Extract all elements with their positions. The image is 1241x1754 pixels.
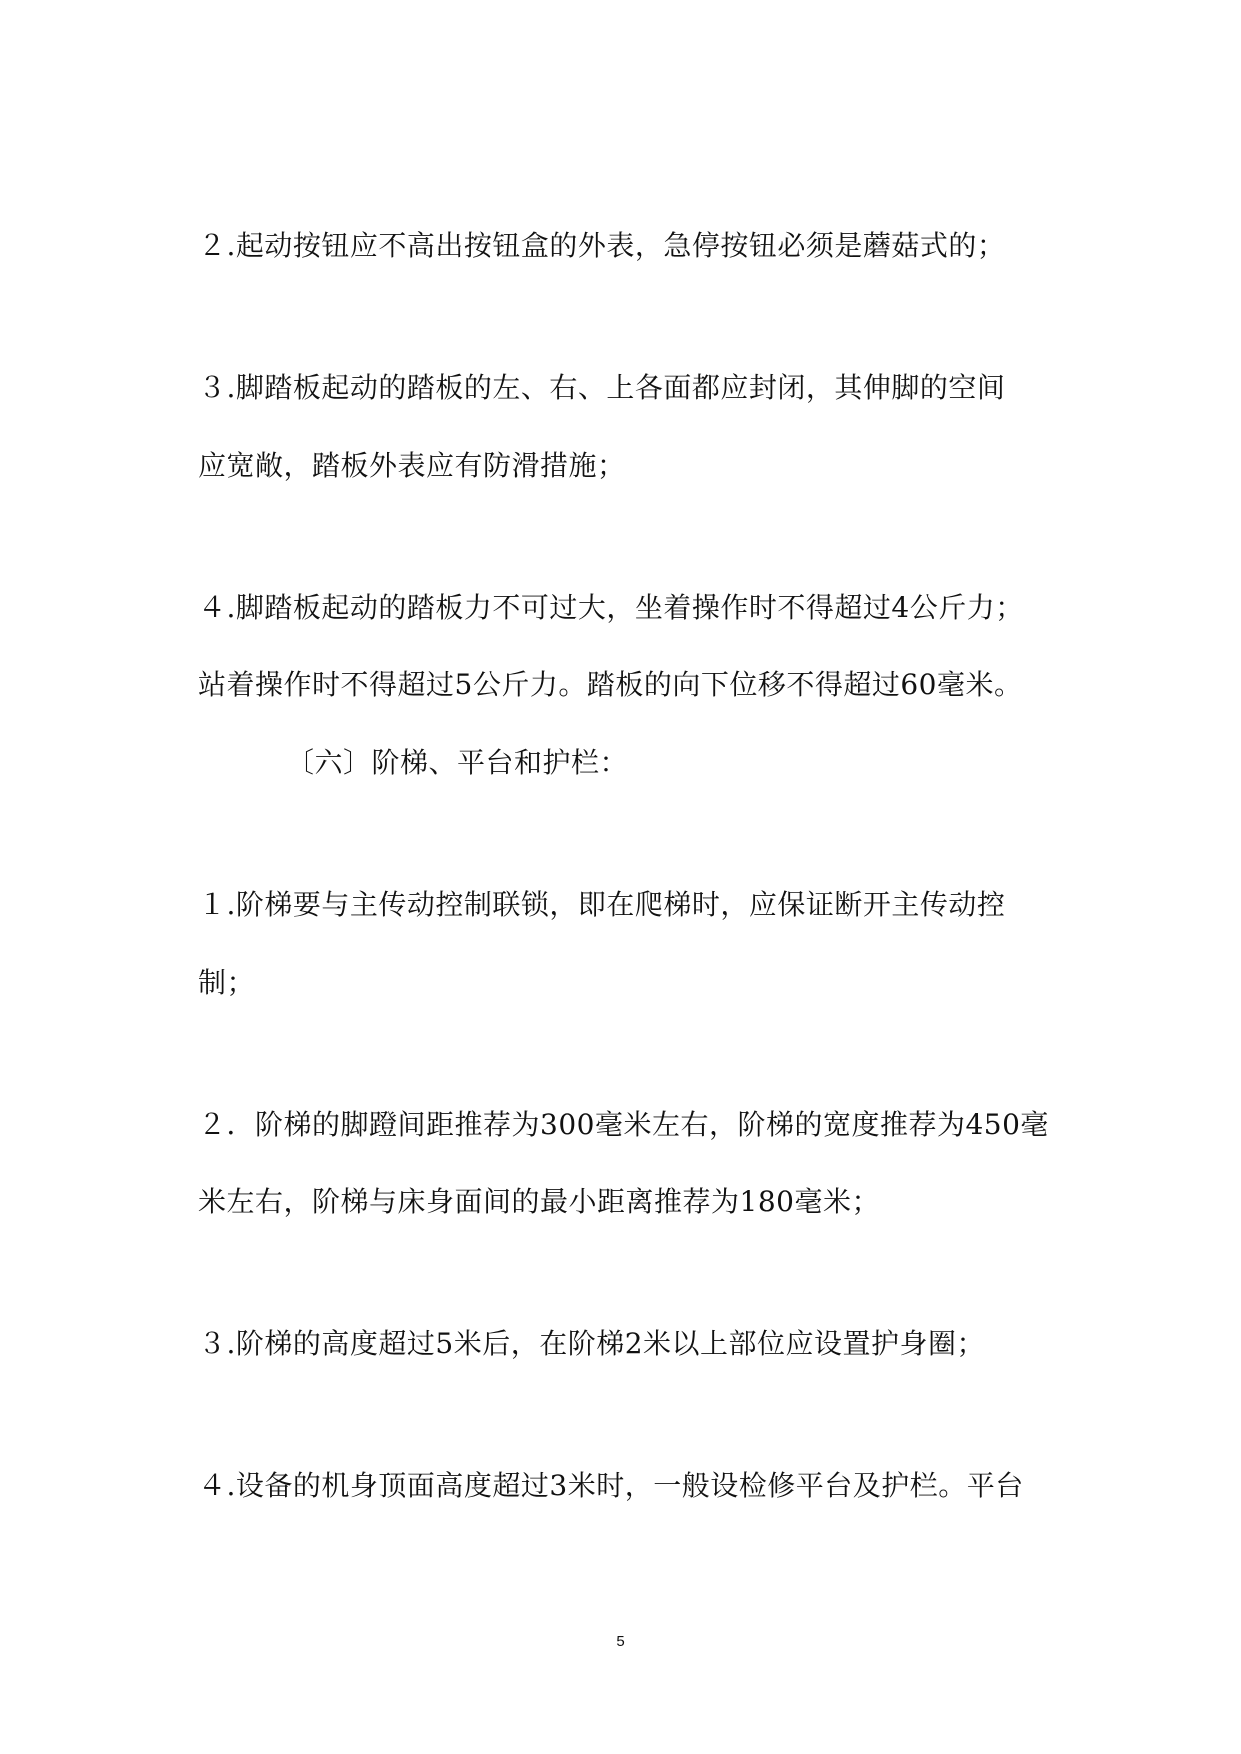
text-line: ２.起动按钮应不高出按钮盒的外表，急停按钮必须是蘑菇式的； — [198, 229, 1006, 262]
text-line: 站着操作时不得超过5公斤力。踏板的向下位移不得超过60毫米。 — [198, 668, 1023, 701]
text-line: ３.脚踏板起动的踏板的左、右、上各面都应封闭，其伸脚的空间 — [198, 371, 1006, 404]
text-line: 应宽敞，踏板外表应有防滑措施； — [198, 449, 626, 482]
text-line: 制； — [198, 966, 256, 999]
text-line: ３.阶梯的高度超过5米后，在阶梯2米以上部位应设置护身圈； — [198, 1327, 986, 1360]
text-line: １.阶梯要与主传动控制联锁，即在爬梯时，应保证断开主传动控 — [198, 888, 1006, 921]
text-line: ２．阶梯的脚蹬间距推荐为300毫米左右，阶梯的宽度推荐为450毫 — [198, 1108, 1049, 1141]
text-line: ４.脚踏板起动的踏板力不可过大，坐着操作时不得超过4公斤力； — [198, 591, 1024, 624]
section-heading: 〔六〕阶梯、平台和护栏： — [286, 746, 629, 779]
page-number: 5 — [616, 1633, 625, 1650]
text-line: ４.设备的机身顶面高度超过3米时，一般设检修平台及护栏。平台 — [198, 1469, 1024, 1502]
text-line: 米左右，阶梯与床身面间的最小距离推荐为180毫米； — [198, 1185, 880, 1218]
